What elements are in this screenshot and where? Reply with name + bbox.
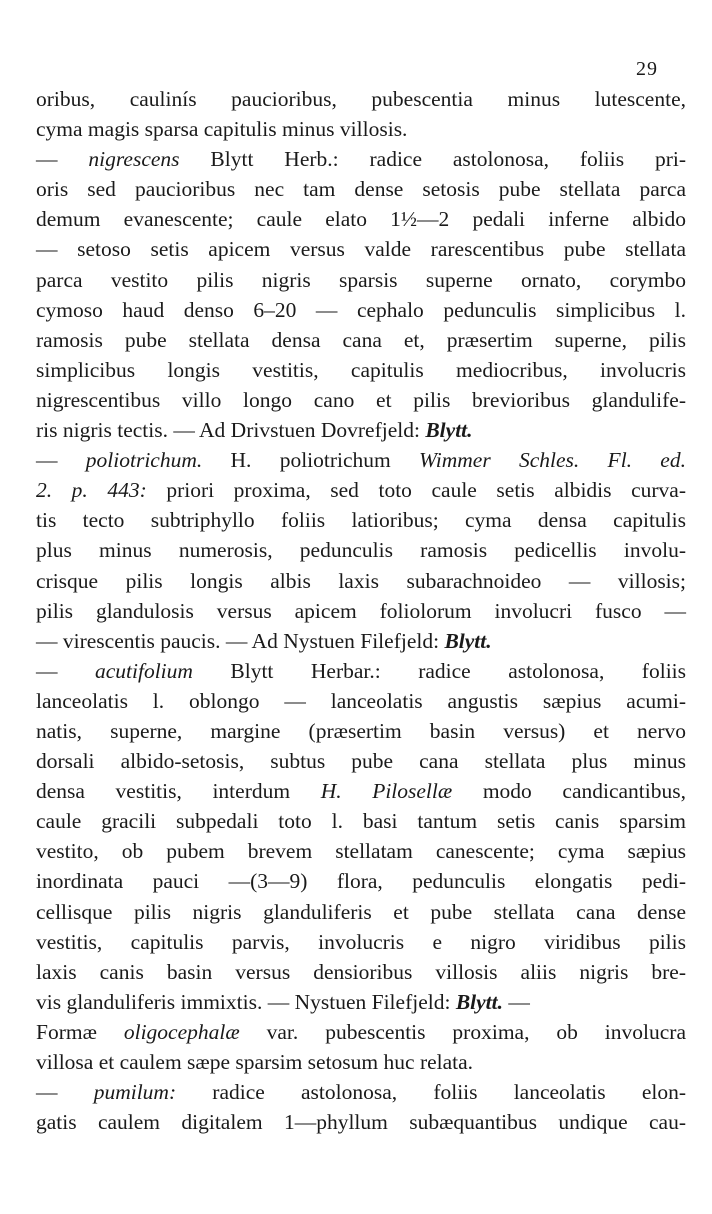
text-run: demum evanescente; caule elato 1½—2 pedali inferne albido: [36, 207, 686, 232]
emphasis-text: Wimmer Schles. Fl. ed.: [419, 448, 686, 473]
text-run: caule gracili subpedali toto l. basi tantum setis canis sparsim: [36, 809, 686, 834]
emphasis-text: oligocephalæ: [123, 1019, 240, 1044]
text-run: —: [36, 448, 86, 473]
text-line: [36, 204, 686, 234]
text-run: oris sed paucioribus nec tam dense setosis pube stellata parca: [36, 177, 686, 202]
text-run: laxis canis basin versus densioribus villosis aliis nigris bre-: [36, 959, 686, 984]
text-line: [36, 445, 686, 475]
text-line: [36, 475, 686, 505]
text-run: cellisque pilis nigris glanduliferis et pube stellata cana dense: [36, 899, 686, 924]
text-line: [36, 656, 686, 686]
text-line: [36, 806, 686, 836]
text-run: gatis caulem digitalem 1—phyllum subæquantibus undique cau-: [36, 1110, 686, 1135]
text-run: —: [503, 989, 530, 1014]
emphasis-text: nigrescens: [88, 147, 180, 172]
text-line: [36, 114, 686, 144]
text-run: — setoso setis apicem versus valde rarescentibus pube stellata: [36, 237, 686, 262]
text-run: cyma magis sparsa capitulis minus villosis.: [36, 117, 408, 142]
text-line: [36, 1107, 686, 1137]
text-line: [36, 716, 686, 746]
emphasis-text: 2. p. 443:: [36, 478, 147, 503]
text-run: —: [36, 1080, 94, 1105]
text-line: [36, 295, 686, 325]
text-run: tis tecto subtriphyllo foliis latioribus; cyma densa capitulis: [36, 508, 686, 533]
text-line: [36, 415, 686, 445]
text-run: Formæ: [36, 1019, 124, 1044]
text-run: Blytt Herb.: radice astolonosa, foliis pri-: [179, 147, 686, 172]
text-run: densa vestitis, interdum: [36, 779, 321, 804]
text-line: [36, 1047, 686, 1077]
text-run: lanceolatis l. oblongo — lanceolatis angustis sæpius acumi-: [36, 688, 686, 713]
text-line: [36, 746, 686, 776]
text-run: modo candicantibus,: [452, 779, 686, 804]
text-line: [36, 535, 686, 565]
text-line: [36, 866, 686, 896]
emphasis-text: Blytt.: [444, 628, 492, 653]
text-line: [36, 325, 686, 355]
text-line: [36, 1077, 686, 1107]
text-run: ris nigris tectis. — Ad Drivstuen Dovrefjeld:: [36, 418, 426, 443]
emphasis-text: poliotrichum.: [85, 448, 203, 473]
text-run: —: [36, 658, 95, 683]
text-run: Blytt Herbar.: radice astolonosa, foliis: [192, 658, 687, 683]
text-line: [36, 927, 686, 957]
text-run: crisque pilis longis albis laxis subarachnoideo — villosis;: [36, 568, 686, 593]
text-run: parca vestito pilis nigris sparsis superne ornato, corymbo: [36, 267, 686, 292]
text-run: villosa et caulem sæpe sparsim setosum huc relata.: [36, 1050, 474, 1074]
text-line: [36, 776, 686, 806]
text-line: [36, 626, 686, 656]
text-line: [36, 686, 686, 716]
text-line: [36, 957, 686, 987]
text-run: var. pubescentis proxima, ob involucra: [239, 1019, 686, 1044]
text-line: [36, 566, 686, 596]
text-line: [36, 174, 686, 204]
text-run: radice astolonosa, foliis lanceolatis elon-: [176, 1080, 686, 1105]
text-run: cymoso haud denso 6–20 — cephalo pedunculis simplicibus l.: [36, 297, 686, 322]
text-run: —: [36, 147, 89, 172]
text-line: [36, 265, 686, 295]
text-line: [36, 836, 686, 866]
emphasis-text: Blytt.: [425, 418, 473, 443]
text-line: [36, 1017, 686, 1047]
text-run: H. poliotrichum: [202, 448, 420, 473]
text-line: [36, 84, 686, 114]
text-run: vestito, ob pubem brevem stellatam canescente; cyma sæpius: [36, 839, 686, 864]
text-run: inordinata pauci —(3—9) flora, pedunculis elongatis pedi-: [36, 869, 686, 894]
text-run: pilis glandulosis versus apicem foliolorum involucri fusco —: [36, 598, 686, 623]
text-line: [36, 596, 686, 626]
text-run: vis glanduliferis immixtis. — Nystuen Filefjeld:: [36, 989, 456, 1014]
text-line: [36, 144, 686, 174]
body-text: [36, 84, 686, 1137]
text-run: ramosis pube stellata densa cana et, præsertim superne, pilis: [36, 327, 686, 352]
text-run: oribus, caulinís paucioribus, pubescentia minus lutescente,: [36, 87, 686, 111]
text-run: plus minus numerosis, pedunculis ramosis pedicellis involu-: [36, 538, 686, 563]
text-line: [36, 897, 686, 927]
text-run: — virescentis paucis. — Ad Nystuen Filefjeld:: [36, 628, 445, 653]
text-line: [36, 987, 686, 1017]
emphasis-text: Blytt.: [455, 989, 504, 1014]
text-line: [36, 355, 686, 385]
text-run: vestitis, capitulis parvis, involucris e nigro viridibus pilis: [36, 929, 686, 954]
text-run: simplicibus longis vestitis, capitulis mediocribus, involucris: [36, 357, 686, 382]
text-line: [36, 505, 686, 535]
emphasis-text: pumilum:: [93, 1080, 177, 1105]
emphasis-text: acutifolium: [94, 658, 193, 683]
page-number: 29: [636, 58, 658, 80]
text-run: natis, superne, margine (præsertim basin versus) et nervo: [36, 718, 686, 743]
text-line: [36, 385, 686, 415]
text-run: nigrescentibus villo longo cano et pilis brevioribus glandulife-: [36, 387, 686, 412]
text-line: [36, 234, 686, 264]
text-run: priori proxima, sed toto caule setis albidis curva-: [146, 478, 686, 503]
emphasis-text: H. Pilosellæ: [320, 779, 453, 804]
text-run: dorsali albido-setosis, subtus pube cana stellata plus minus: [36, 749, 686, 774]
